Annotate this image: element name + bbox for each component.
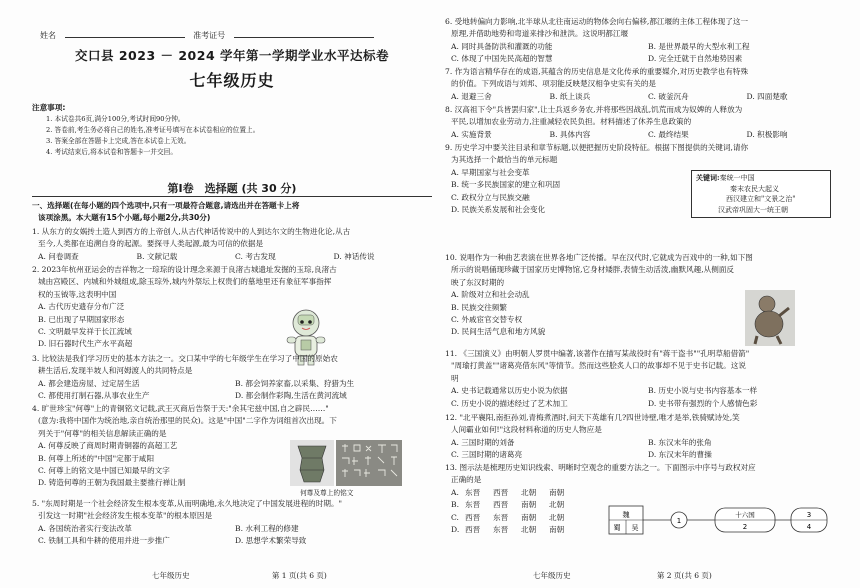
image-caption: 何尊及尊上的铭文 bbox=[300, 489, 354, 497]
option-item: 南朝 bbox=[549, 487, 565, 497]
question-stem: 10. 说唱作为一种曲艺表演在世界各地广泛传播。早在汉代时,它就成为百戏中的一种,如下图 bbox=[445, 253, 753, 262]
question-stem: 列关于"何尊"的相关信息解读正确的是 bbox=[38, 428, 167, 438]
option-c[interactable]: C. 最终结果 bbox=[648, 129, 689, 139]
footer-left bbox=[152, 570, 327, 581]
question-stem: 所示的说唱俑现珍藏于国家历史博物馆,它身材矮胖,表情生动活泼,幽默风趣,从侧面反 bbox=[451, 265, 735, 275]
question-stem: 8. 汉高祖下令"兵皆罢归家",让士兵返乡务农,并将那些因战乱,饥荒而成为奴婢的人释放为 bbox=[445, 105, 743, 114]
option-c[interactable]: C. 都使用打制石器,从事农业生产 bbox=[38, 391, 150, 401]
footer-right bbox=[533, 570, 712, 581]
question-stem: 原理,并借助地势和弯道来排沙和泄洪。这说明都江堰 bbox=[451, 29, 629, 39]
question-stem: 12. "北平襄阳,南拒孙刘,青梅煮酒时,问天下英雄有几?四世诗壁,唯才是举,铁骑赋诗处,笑 bbox=[445, 413, 740, 422]
notice-item: 2. 答卷前,考生务必将自己的姓名,准考证号填写在本试卷相应的位置上。 bbox=[46, 126, 260, 135]
question-stem: 7. 作为语言精华存在的成语,其蕴含的历史信息是文化传承的重要媒介,对历史教学也有特殊 bbox=[445, 67, 749, 76]
question-6 bbox=[445, 16, 845, 66]
option-c[interactable]: C. 外戚宦官交替专权 bbox=[451, 315, 523, 325]
option-item: 东晋 bbox=[493, 525, 509, 535]
option-c[interactable]: C. 铁制工具和牛耕的使用并进一步推广 bbox=[38, 536, 170, 546]
question-1 bbox=[32, 226, 432, 263]
option-a[interactable]: A. 问卷调查 bbox=[38, 251, 79, 261]
option-b[interactable]: B. 文献记载 bbox=[136, 251, 178, 261]
notice-item: 3. 答案全部在答题卡上完成,答在本试卷上无效。 bbox=[46, 137, 191, 146]
option-b[interactable]: B. 民族交往频繁 bbox=[451, 302, 507, 312]
option-letter: D. bbox=[451, 525, 460, 535]
question-stem: 11. 《三国演义》由明朝人罗贯中编著,该著作在描写某战役时有"蒋干盗书""孔明草船借箭" bbox=[445, 349, 750, 358]
option-d[interactable]: D. 民间生活气息和地方风貌 bbox=[451, 327, 546, 337]
option-item: 西晋 bbox=[465, 525, 481, 535]
option-b[interactable]: B. 历史小说与史书内容基本一样 bbox=[648, 386, 758, 396]
keyword: 汉武帝巩固大一统王朝 bbox=[718, 205, 788, 214]
question-stem: 5. "东周时期是一个社会经济发生根本变革,从而明确地,永久地决定了中国发展进程的时期。" bbox=[32, 499, 343, 508]
node-label-3: 3 bbox=[806, 511, 812, 519]
option-item: 西晋 bbox=[493, 500, 509, 510]
question-stem: 正确的是 bbox=[451, 475, 482, 485]
option-b[interactable]: B. 是世界最早的大型水利工程 bbox=[648, 41, 750, 51]
option-c[interactable]: C. 体现了中国先民高超的智慧 bbox=[451, 54, 553, 64]
question-stem: 13. 图示法是梳理历史知识线索、明晰时空观念的重要方法之一。下面图示中序号与政权对应 bbox=[445, 463, 756, 472]
dynasty-diagram bbox=[605, 496, 835, 546]
footer-subject: 七年级历史 bbox=[533, 571, 571, 580]
option-b[interactable]: B. 具体内容 bbox=[549, 129, 591, 139]
question-stem: 人间霸业如何!"这段材料称道的历史人物应是 bbox=[451, 425, 602, 435]
keyword: 秦末农民大起义 bbox=[730, 184, 779, 193]
node-label-4: 4 bbox=[806, 523, 812, 531]
question-stem: 引发这一时期"社会经济发生根本变革"的根本原因是 bbox=[38, 511, 213, 521]
notice-item: 4. 考试结束后,将本试卷和答题卡一并交回。 bbox=[46, 148, 178, 157]
option-b[interactable]: B. 东汉末年的张角 bbox=[648, 437, 712, 447]
option-a[interactable]: A. 三国时期的刘备 bbox=[451, 437, 515, 447]
option-d[interactable]: D. 旧石器时代生产水平高超 bbox=[38, 339, 133, 349]
option-d[interactable]: D. 民族关系发展和社会变化 bbox=[451, 205, 546, 215]
option-c[interactable]: C. 何尊上的铭文是中国已知最早的文字 bbox=[38, 466, 170, 476]
question-stem: 的价值。下列成语与刘邦、项羽能反映楚汉相争史实有关的是 bbox=[451, 79, 657, 89]
option-item: 北朝 bbox=[549, 512, 565, 522]
option-a[interactable]: A. 退避三舍 bbox=[451, 91, 492, 101]
option-b[interactable]: B. 水利工程的修建 bbox=[235, 523, 299, 533]
option-d[interactable]: D. 思想学术繁荣导致 bbox=[235, 536, 307, 546]
question-12 bbox=[445, 412, 845, 462]
question-stem: 映了东汉时期的 bbox=[451, 277, 505, 287]
option-b[interactable]: B. 何尊上所述的"中国"定都于咸阳 bbox=[38, 453, 155, 463]
section-desc-2: 该项涂黑。本大题有15个小题,每小题2分,共30分) bbox=[38, 213, 211, 223]
student-info-line bbox=[40, 30, 430, 41]
notice-block bbox=[32, 102, 432, 158]
notice-item: 1. 本试卷共6页,满分100分,考试时间90分钟。 bbox=[46, 115, 185, 124]
box-wei-label: 魏 bbox=[622, 511, 630, 519]
section-instructions bbox=[32, 200, 432, 225]
option-item: 西晋 bbox=[465, 512, 481, 522]
question-stem: 4. 旷世珍宝"何尊"上的青铜铭文记载,武王灭商后告祭于天:"余其宅兹中国,自之辟民……" bbox=[32, 404, 329, 413]
option-b[interactable]: B. 纸上谈兵 bbox=[549, 91, 591, 101]
option-d[interactable]: D. 完全迁就于自然地势因素 bbox=[648, 54, 743, 64]
part-title: 第Ⅰ卷 选择题 (共 30 分) bbox=[167, 182, 297, 195]
option-item: 西晋 bbox=[493, 487, 509, 497]
question-stem: 1. 从东方的女娲抟土造人到西方的上帝创人,从古代神话传说中的人到达尔文的生物进化论,从古 bbox=[32, 227, 351, 236]
option-b[interactable]: B. 统一多民族国家的建立和巩固 bbox=[451, 180, 561, 190]
option-c[interactable]: C. 文明最早发祥于长江流域 bbox=[38, 327, 132, 337]
inscription-image bbox=[336, 440, 402, 486]
option-letter: A. bbox=[451, 487, 459, 497]
option-a[interactable]: A. 实施背景 bbox=[451, 129, 492, 139]
option-c[interactable]: C. 历史小说的描述经过了艺术加工 bbox=[451, 398, 568, 408]
option-d[interactable]: D. 东汉末年的曹操 bbox=[648, 450, 712, 460]
question-11 bbox=[445, 348, 845, 410]
sixteen-kingdoms-label: 十六国 bbox=[735, 511, 755, 519]
keyword: 西汉建立和"文景之治" bbox=[726, 195, 796, 203]
option-c[interactable]: C. 考古发现 bbox=[235, 251, 276, 261]
subject-title: 七年级历史 bbox=[189, 71, 275, 90]
option-c[interactable]: C. 政权分立与民族交融 bbox=[451, 192, 530, 202]
question-stem: 耕生活后,发现半坡人和河姆渡人的共同特点是 bbox=[38, 366, 193, 376]
exam-no-field[interactable] bbox=[234, 37, 374, 38]
question-stem: 3. 比较法是我们学习历史的基本方法之一。交口某中学的七年级学生在学习了中国的原始农 bbox=[32, 354, 338, 363]
question-stem: 平民,以增加农业劳动力,注重减轻农民负担。材料描述了休养生息政策的 bbox=[451, 117, 692, 127]
option-c[interactable]: C. 破釜沉舟 bbox=[648, 91, 689, 101]
name-field[interactable] bbox=[65, 37, 185, 38]
box-shu-label: 蜀 bbox=[613, 524, 621, 532]
option-d[interactable]: D. 四面楚歌 bbox=[746, 91, 788, 101]
question-stem: 9. 历史学习中要关注目录和章节标题,以便把握历史阶段特征。根据下图提供的关键词,请你 bbox=[445, 143, 749, 152]
option-item: 南朝 bbox=[549, 525, 565, 535]
section-label: 一、选择题 bbox=[32, 201, 70, 210]
option-a[interactable]: A. 各国统治者实行变法改革 bbox=[38, 523, 132, 533]
node-label-2: 2 bbox=[742, 523, 748, 531]
question-stem: 城由宫殿区、内城和外城组成,除玉琮外,城内外祭坛上权贵们的墓地里还有象征军事指挥 bbox=[38, 277, 332, 287]
option-item: 东晋 bbox=[493, 512, 509, 522]
question-stem: 2. 2023年杭州亚运会的吉祥物之一琮琮的设计理念来源于良渚古城遗址发掘的玉琮,良渚古 bbox=[32, 265, 337, 274]
option-item: 北朝 bbox=[549, 500, 565, 510]
option-item: 北朝 bbox=[521, 487, 537, 497]
option-d[interactable]: D. 神话传说 bbox=[333, 251, 375, 261]
question-stem: 为其选择一个最恰当的单元标题 bbox=[451, 155, 558, 165]
option-letter: C. bbox=[451, 512, 459, 522]
question-5 bbox=[32, 498, 432, 548]
question-2 bbox=[32, 264, 432, 351]
notice-title: 注意事项: bbox=[32, 103, 66, 112]
option-d[interactable]: D. 积极影响 bbox=[746, 129, 788, 139]
footer-page: 第 2 页(共 6 页) bbox=[656, 571, 712, 580]
option-a[interactable]: A. 同时具备防洪和灌溉的功能 bbox=[451, 41, 553, 51]
option-a[interactable]: A. 阶级对立和社会动乱 bbox=[451, 290, 530, 300]
option-b[interactable]: B. 都会饲养家畜,以采集、狩猎为生 bbox=[235, 378, 355, 388]
question-stem: 至今,人类都在追溯自身的起源。要探寻人类起源,最为可信的依据是 bbox=[38, 239, 264, 249]
question-3 bbox=[32, 353, 432, 403]
question-8 bbox=[445, 104, 845, 141]
keywords-box bbox=[691, 170, 831, 218]
keywords-title: 关键词: bbox=[696, 173, 720, 182]
option-a[interactable]: A. 早期国家与社会变革 bbox=[451, 167, 530, 177]
exam-title: 交口县 2023 － 2024 学年第一学期学业水平达标卷 bbox=[75, 48, 389, 63]
option-d[interactable]: D. 铸造何尊的王朝为我国最主要推行禅让制 bbox=[38, 478, 186, 488]
node-label-1: 1 bbox=[676, 517, 682, 525]
option-item: 南朝 bbox=[521, 512, 537, 522]
option-a[interactable]: A. 古代历史遗存分布广泛 bbox=[38, 302, 125, 312]
footer-subject: 七年级历史 bbox=[152, 571, 190, 580]
option-a[interactable]: A. 都会建造房屋、过定居生活 bbox=[38, 378, 140, 388]
option-c[interactable]: C. 三国时期的诸葛亮 bbox=[451, 450, 523, 460]
he-zun-vessel-image bbox=[290, 440, 334, 486]
name-label: 姓名 bbox=[40, 31, 56, 40]
box-wu-label: 吴 bbox=[631, 524, 639, 532]
divider bbox=[32, 196, 432, 197]
option-b[interactable]: B. 已出现了早期国家形态 bbox=[38, 314, 125, 324]
right-column bbox=[445, 0, 840, 588]
option-a[interactable]: A. 何尊反映了商周时期青铜器的高超工艺 bbox=[38, 441, 178, 451]
footer-page: 第 1 页(共 6 页) bbox=[271, 571, 327, 580]
question-stem: 明 bbox=[451, 373, 459, 383]
storyteller-figurine-image bbox=[745, 290, 795, 346]
question-stem: 权的玉钺等,这表明中国 bbox=[38, 289, 117, 299]
exam-no-label: 准考证号 bbox=[193, 31, 226, 40]
left-column bbox=[32, 0, 432, 588]
keyword: 秦统一中国 bbox=[719, 174, 755, 182]
option-item: 东晋 bbox=[465, 487, 481, 497]
question-stem: (意为:我将中国作为统治地,亲自统治那里的民众)。这是"中国"二字作为词组首次出现。下 bbox=[38, 416, 337, 426]
question-7 bbox=[445, 66, 845, 103]
option-item: 南朝 bbox=[521, 500, 537, 510]
option-item: 东晋 bbox=[465, 500, 481, 510]
section-desc: (在每小题的四个选项中,只有一项最符合题意,请选出并在答题卡上将 bbox=[69, 201, 300, 210]
option-letter: B. bbox=[451, 500, 459, 510]
option-d[interactable]: D. 都会制作彩陶,生活在黄河流域 bbox=[235, 391, 347, 401]
option-a[interactable]: A. 史书记载通常以历史小说为依据 bbox=[451, 386, 568, 396]
question-stem: 6. 受地转偏向力影响,北半球从北往南运动的物体会向右偏移,都江堰的主体工程体现了这一 bbox=[445, 17, 749, 26]
option-d[interactable]: D. 史书带有强烈的个人感情色彩 bbox=[648, 398, 758, 408]
option-item: 北朝 bbox=[521, 525, 537, 535]
question-stem: "周瑜打黄盖""诸葛亮借东风"等情节。然而这些脍炙人口的故事却不见于史书记载。这说 bbox=[451, 361, 746, 371]
